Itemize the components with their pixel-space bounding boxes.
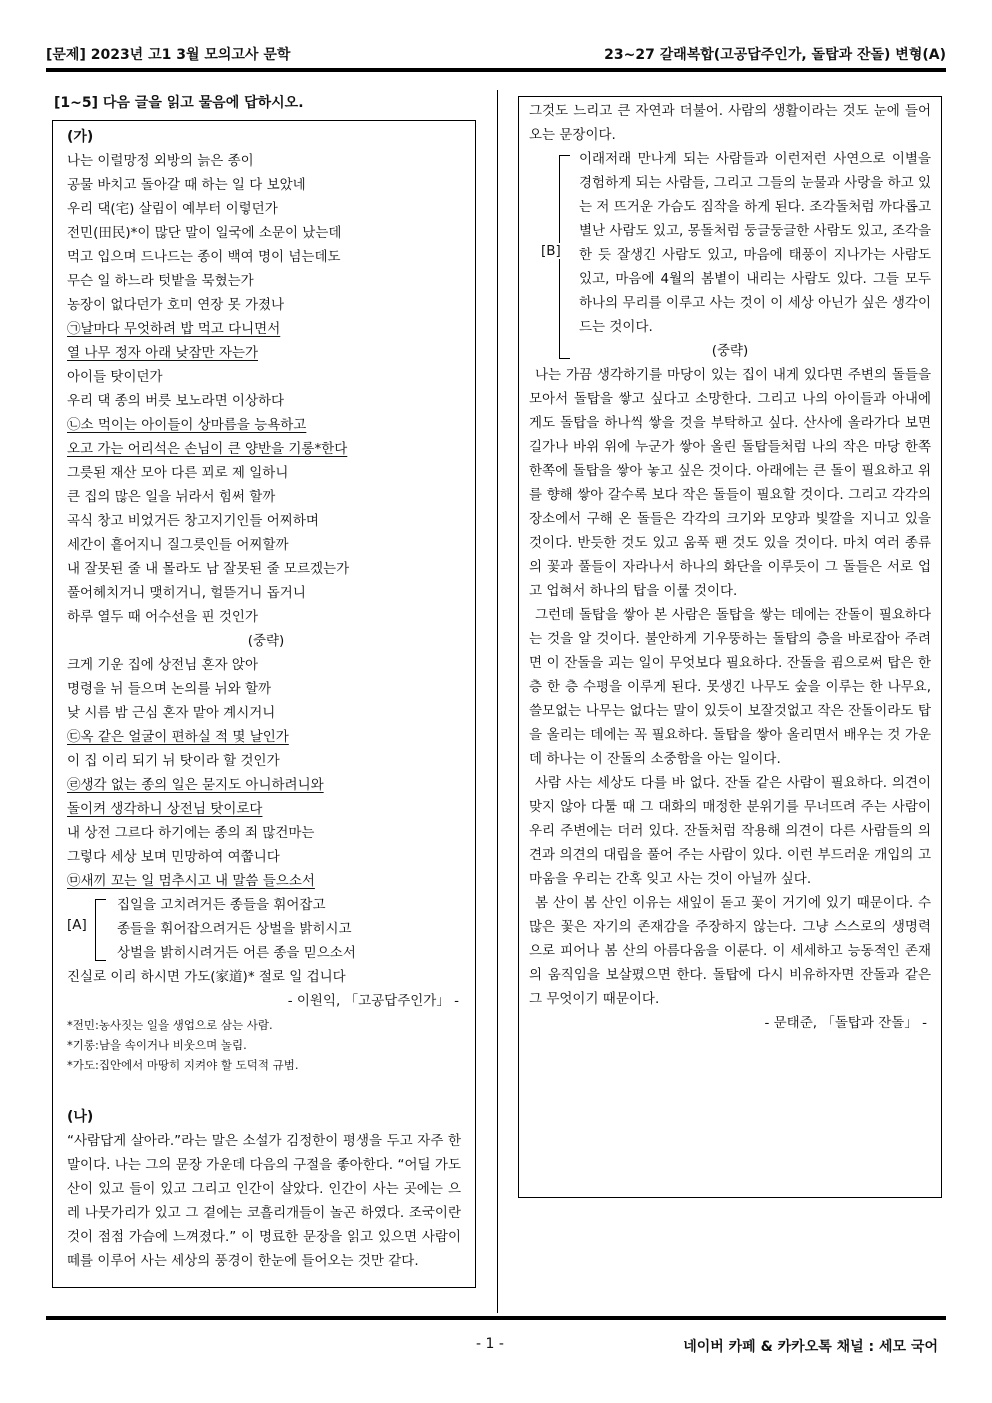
underlined-line-c: ㉢옥 같은 얼굴이 편하실 적 몇 날인가 — [67, 729, 289, 745]
passage-ga-label: (가) — [67, 129, 94, 145]
header-rule — [46, 68, 946, 72]
page-header — [46, 44, 946, 66]
poem-line: 곡식 창고 비었거든 창고지기인들 어찌하며 — [67, 513, 319, 529]
column-divider — [497, 90, 498, 1313]
passage-ga-box — [52, 120, 476, 1288]
poem-line: 그렇다 세상 보며 민망하여 여쭙니다 — [67, 849, 280, 865]
poem-line: 전민(田民)*이 많단 말이 일국에 소문이 났는데 — [67, 225, 342, 241]
poem-line: 이 집 이리 되기 뉘 탓이라 할 것인가 — [67, 753, 280, 769]
bracket-b-tag: [B] — [541, 243, 561, 259]
footnote: *전민:농사짓는 일을 생업으로 삼는 사람. — [67, 1018, 273, 1032]
header-exam-title: [문제] 2023년 고1 3월 모의고사 문학 — [46, 47, 291, 63]
page-number: - 1 - — [476, 1336, 504, 1352]
footnotes — [67, 1015, 465, 1075]
underlined-line-a: ㉠날마다 무엇하려 밥 먹고 다니면서 — [67, 321, 281, 337]
poem-line: 그릇된 재산 모아 다른 꾀로 제 일하니 — [67, 465, 289, 481]
source-citation: - 문태준, 「돌탑과 잔돌」 - — [764, 1015, 927, 1031]
bracket-a-mark — [95, 899, 106, 961]
footnote: *가도:집안에서 마땅히 지켜야 할 도덕적 규범. — [67, 1058, 299, 1072]
bracket-a-line: 상벌을 밝히시려거든 어른 종을 믿으소서 — [117, 945, 356, 961]
poem-line: 무슨 일 하느라 텃밭을 묵혔는가 — [67, 273, 254, 289]
footnote: *기롱:남을 속이거나 비웃으며 놀림. — [67, 1038, 247, 1052]
underlined-line-e: ㉤새끼 꼬는 일 멈추시고 내 말씀 들으소서 — [67, 873, 315, 889]
poem-line: 하루 열두 때 어수선을 핀 것인가 — [67, 609, 258, 625]
bracket-b-section — [529, 147, 931, 339]
passage-na-paragraph: 봄 산이 봄 산인 이유는 새잎이 돋고 꽃이 거기에 있기 때문이다. 수많은 꽃은 자기의 존재감을 주장하지 않는다. 그냥 스스로의 생명력으로 피어나 봄 산의 아름다움을 이룬다. 이 세세하고 능동적인 존재의 움직임을 보살폈으면 한다. 돌탑에 다시 비유하자면 잔돌과 같은 그 무엇이기 때문이다. — [529, 895, 931, 1007]
passage-na-paragraph: “사람답게 살아라.”라는 말은 소설가 김정한이 평생을 두고 자주 한 말이다. 나는 그의 문장 가운데 다음의 구절을 좋아한다. “어딜 가도 산이 있고 들이 있고 그리고 인간이 살았다. 인간이 사는 곳에는 으레 나뭇가리가 있고 그 곁에는 코흘리개들이 놀곤 하였다. 조국이란 것이 점점 가슴에 느껴졌다.” 이 명료한 문장을 읽고 있으면 사람이 떼를 이루어 사는 세상의 풍경이 한눈에 들어오는 것만 같다. — [67, 1133, 461, 1269]
bracket-a-line: 집일을 고치려거든 종들을 휘어잡고 — [117, 897, 326, 913]
poem-line: 낮 시름 밤 근심 혼자 맡아 계시거니 — [67, 705, 276, 721]
poem-line: 우리 댁(宅) 살림이 예부터 이렇던가 — [67, 201, 278, 217]
poem-line: 세간이 흩어지니 질그릇인들 어찌할까 — [67, 537, 289, 553]
omission-mark: (중략) — [711, 343, 749, 359]
poem-line: 아이들 탓이던가 — [67, 369, 163, 385]
poem-line: 내 잘못된 줄 내 몰라도 남 잘못된 줄 모르겠는가 — [67, 561, 350, 577]
bracket-b-text: 이래저래 만나게 되는 사람들과 이런저런 사연으로 이별을 경험하게 되는 사람들, 그리고 그들의 눈물과 사랑을 하고 있는 저 뜨거운 가슴도 짐작을 하게 된다. 조각돌처럼 까다롭고 별난 사람도 있고, 몽돌처럼 둥글둥글한 사람도 있고, 조각을 한 듯 잘생긴 사람도 있고, 마음에 태풍이 지나가는 사람도 있고, 마음에 4월의 봄볕이 내리는 사람도 있다. 그들 모두 하나의 무리를 이루고 사는 것이 이 세상 아닌가 싶은 생각이 드는 것이다. — [579, 151, 931, 335]
footer-channel: 네이버 카페 & 카카오톡 채널 : 세모 국어 — [683, 1339, 938, 1355]
poem-line: 공물 바치고 돌아갈 때 하는 일 다 보았네 — [67, 177, 306, 193]
bracket-a-tag: [A] — [67, 917, 87, 933]
question-instruction: [1~5] 다음 글을 읽고 물음에 답하시오. — [54, 95, 304, 111]
poem-line: 크게 기운 집에 상전님 혼자 앉아 — [67, 657, 258, 673]
header-set-title: 23~27 갈래복합(고공답주인가, 돌탑과 잔돌) 변형(A) — [604, 47, 946, 63]
poem-line: 풀어헤치거니 맺히거니, 헐뜯거니 돕거니 — [67, 585, 306, 601]
underlined-line-b: ㉡소 먹이는 아이들이 상마름을 능욕하고 — [67, 417, 307, 433]
passage-na-paragraph: 사람 사는 세상도 다를 바 없다. 잔돌 같은 사람이 필요하다. 의견이 맞지 않아 다툴 때 그 대화의 매정한 분위기를 무너뜨려 주는 사람이 우리 주변에는 더러 있다. 잔돌처럼 작용해 의견이 다른 사람들의 의견과 의견의 대립을 풀어 주는 사람이 있다. 이런 부드러운 개입의 고마움을 우리는 간혹 잊고 사는 것이 아닐까 싶다. — [529, 775, 931, 887]
poem-line: 먹고 입으며 드나드는 종이 백여 명이 넘는데도 — [67, 249, 341, 265]
bracket-a-line: 종들을 휘어잡으려거든 상벌을 밝히시고 — [117, 921, 352, 937]
omission-mark: (중략) — [247, 633, 285, 649]
footer-rule — [46, 1316, 946, 1320]
poem-line: 진실로 이리 하시면 가도(家道)* 절로 일 겁니다 — [67, 969, 346, 985]
poem-line: 농장이 없다던가 호미 연장 못 가졌나 — [67, 297, 285, 313]
poem-line: 내 상전 그르다 하기에는 종의 죄 많건마는 — [67, 825, 315, 841]
bracket-a-section — [67, 893, 465, 965]
poem-line: 나는 이럴망정 외방의 늙은 종이 — [67, 153, 254, 169]
poem-line: 우리 댁 종의 버릇 보노라면 이상하다 — [67, 393, 285, 409]
passage-na-label: (나) — [67, 1109, 94, 1125]
poem-line: 큰 집의 많은 일을 뉘라서 힘써 할까 — [67, 489, 276, 505]
passage-na-paragraph: 그것도 느리고 큰 자연과 더불어. 사람의 생활이라는 것도 눈에 들어오는 문장이다. — [529, 103, 931, 143]
poem-line: 명령을 뉘 들으며 논의를 뉘와 할까 — [67, 681, 272, 697]
underlined-line-b: 오고 가는 어리석은 손님이 큰 양반을 기롱*한다 — [67, 441, 348, 457]
passage-na-continued-box — [518, 96, 942, 1198]
source-citation: - 이원익, 「고공답주인가」 - — [287, 993, 459, 1009]
underlined-line-d: 돌이켜 생각하니 상전님 탓이로다 — [67, 801, 263, 817]
passage-na-paragraph: 나는 가끔 생각하기를 마당이 있는 집이 내게 있다면 주변의 돌들을 모아서 돌탑을 쌓고 싶다고 소망한다. 그리고 나의 아이들과 아내에게도 돌탑을 하나씩 쌓을 것을 부탁하고 싶다. 산사에 올라가다 보면 길가나 바위 위에 누군가 쌓아 올린 돌탑들처럼 나의 작은 마당 한쪽 한쪽에 돌탑을 쌓아 놓고 싶은 것이다. 아래에는 큰 돌이 필요하고 위를 향해 쌓아 갈수록 보다 작은 돌들이 필요할 것이다. 그리고 각각의 장소에서 구해 온 돌들은 각각의 크기와 모양과 빛깔을 지니고 있을 것이다. 반듯한 것도 있고 움푹 팬 것도 있을 것이다. 마치 여러 종류의 꽃과 풀들이 자라나서 하나의 화단을 이루듯이 그 돌들은 서로 업고 업혀서 하나의 탑을 이룰 것이다. — [529, 367, 931, 599]
passage-na-paragraph: 그런데 돌탑을 쌓아 본 사람은 돌탑을 쌓는 데에는 잔돌이 필요하다는 것을 알 것이다. 불안하게 기우뚱하는 돌탑의 층을 바로잡아 주려면 이 잔돌을 괴는 일이 무엇보다 필요하다. 잔돌을 굄으로써 탑은 한 층 한 층 수평을 이루게 된다. 못생긴 나무도 숲을 이루는 한 나무요, 쓸모없는 나무는 없다는 말이 있듯이 보잘것없고 작은 잔돌이라도 탑을 올리는 데에는 꼭 필요하다. 돌탑을 쌓아 올리면서 배우는 것 가운데 하나는 이 잔돌의 소중함을 아는 일이다. — [529, 607, 931, 767]
underlined-line-a: 열 나무 정자 아래 낮잠만 자는가 — [67, 345, 258, 361]
underlined-line-d: ㉣생각 없는 종의 일은 묻지도 아니하려니와 — [67, 777, 324, 793]
